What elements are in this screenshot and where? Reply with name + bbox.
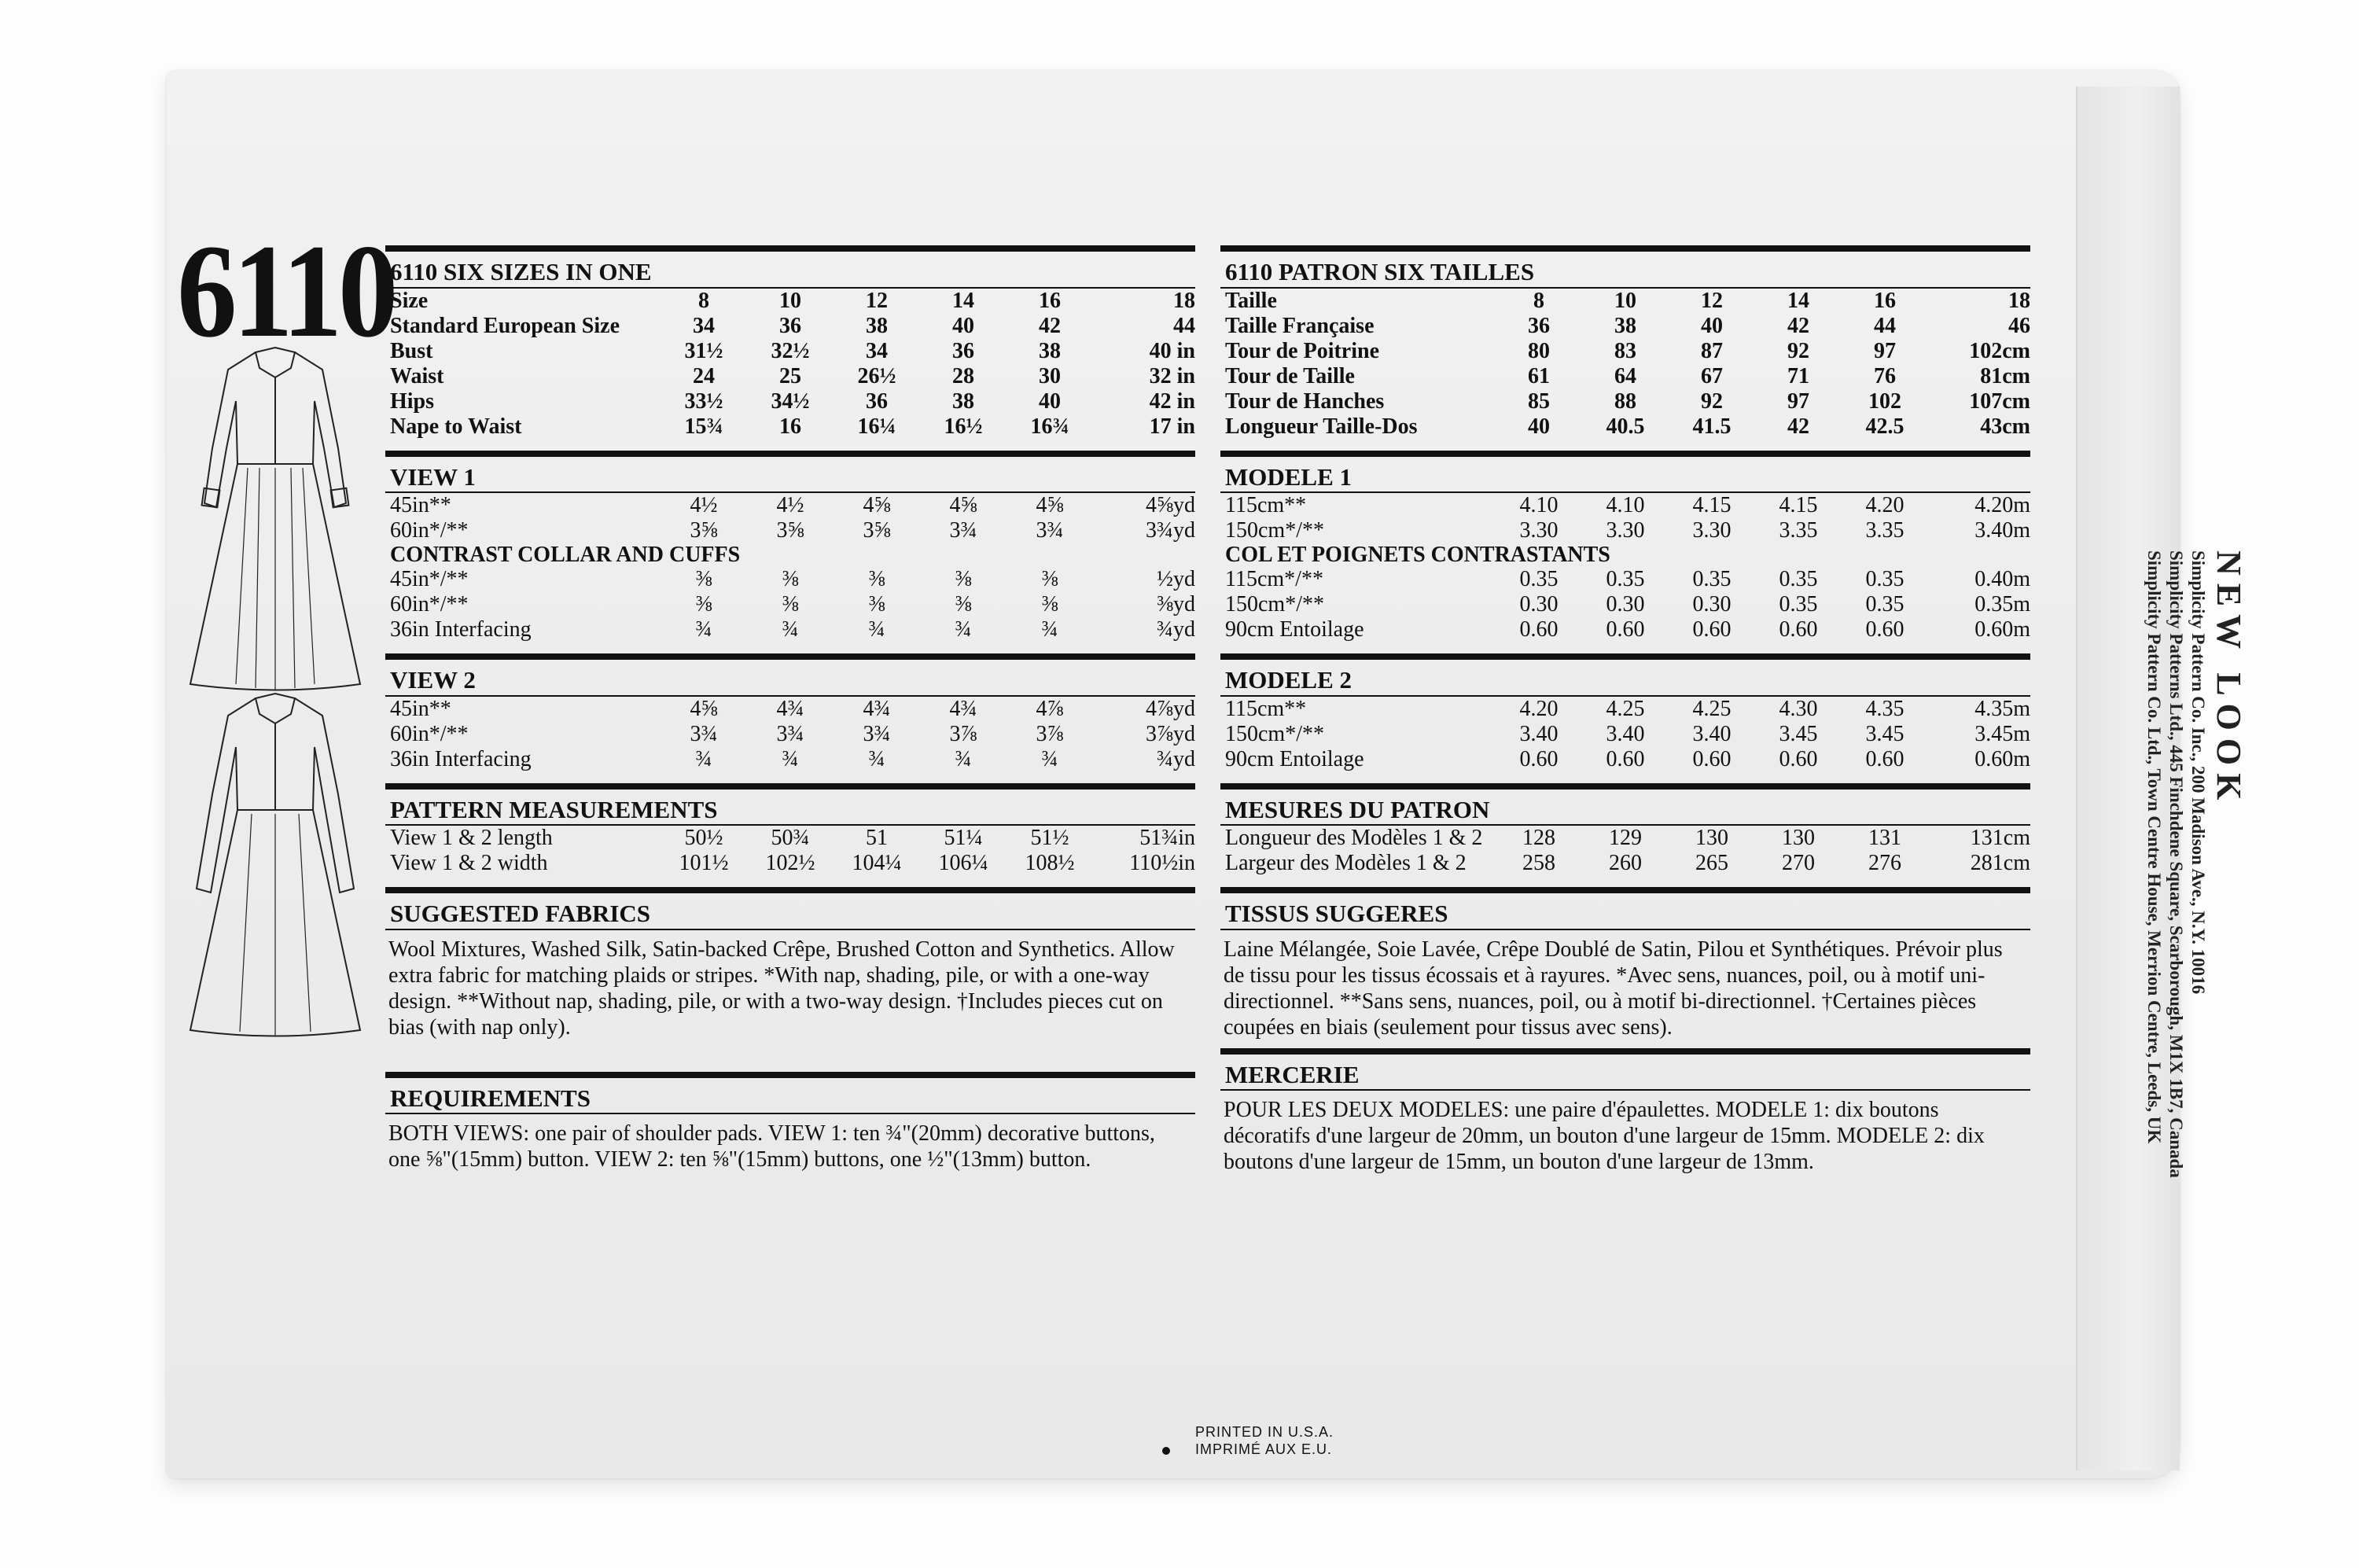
table-row <box>385 518 1195 543</box>
table-row <box>385 851 1195 876</box>
table-cell: 4⅞yd <box>1146 696 1195 721</box>
table-cell: ¾ <box>1041 746 1058 771</box>
table-cell: 3¾ <box>863 721 891 746</box>
table-cell: 0.60 <box>1779 746 1818 771</box>
table-cell: 3.45 <box>1779 721 1818 746</box>
printed-in-notice <box>1195 1423 1334 1458</box>
table-cell: 16½ <box>944 414 983 439</box>
table-cell: 102 <box>1868 388 1901 414</box>
table-cell: 4¾ <box>863 696 891 721</box>
table-row <box>385 389 1195 414</box>
row-label: Taille <box>1225 288 1277 313</box>
table-cell: 4.30 <box>1779 696 1818 721</box>
table-cell: 26½ <box>857 363 896 388</box>
row-label: 150cm*/** <box>1225 518 1324 543</box>
row-label: 115cm** <box>1225 696 1307 721</box>
view2-heading: VIEW 2 <box>385 653 1195 697</box>
table-cell: ¾ <box>868 617 885 642</box>
table-cell: 15¾ <box>684 414 723 439</box>
table-cell: 12 <box>1701 288 1723 313</box>
table-cell: 92 <box>1701 388 1723 414</box>
table-cell: 42 <box>1787 414 1809 439</box>
table-row <box>385 414 1195 440</box>
row-label: Nape to Waist <box>390 414 522 439</box>
table-cell: 0.35 <box>1519 567 1559 592</box>
table-cell: ½yd <box>1157 567 1195 592</box>
table-cell: 46 <box>2008 313 2030 338</box>
table-cell: 92 <box>1787 338 1809 363</box>
table-cell: ⅜ <box>695 567 712 592</box>
table-cell: 0.30 <box>1519 592 1559 617</box>
table-row <box>1220 364 2030 389</box>
table-cell: 0.60 <box>1865 746 1904 771</box>
printed-in-usa: PRINTED IN U.S.A. <box>1195 1424 1334 1440</box>
table-cell: 3.40 <box>1692 721 1732 746</box>
sizes-table <box>385 289 1195 440</box>
table-cell: 0.35 <box>1692 567 1732 592</box>
row-label: 45in** <box>390 696 451 721</box>
table-cell: 36 <box>779 313 801 338</box>
table-cell: 40 <box>1039 388 1061 414</box>
table-row <box>385 289 1195 314</box>
table-row <box>385 826 1195 851</box>
row-label: 90cm Entoilage <box>1225 617 1364 642</box>
table-cell: 4⅝ <box>1036 493 1064 518</box>
table-cell: ⅜ <box>868 592 885 617</box>
table-cell: ⅜ <box>1041 592 1058 617</box>
table-cell: 0.40m <box>1974 567 2030 592</box>
table-cell: 50½ <box>684 826 723 851</box>
view1-table <box>385 493 1195 543</box>
table-cell: 24 <box>693 363 715 388</box>
table-cell: 40 <box>952 313 974 338</box>
table-cell: 31½ <box>684 338 723 363</box>
table-cell: 3⅞ <box>1036 721 1064 746</box>
row-label: 60in*/** <box>390 518 469 543</box>
table-cell: 16 <box>1039 288 1061 313</box>
brand-name: NEW LOOK <box>2210 550 2248 808</box>
table-cell: ¾ <box>1041 617 1058 642</box>
table-cell: 258 <box>1522 851 1555 876</box>
table-cell: 0.60m <box>1974 617 2030 642</box>
table-row <box>1220 314 2030 339</box>
table-cell: 36 <box>952 338 974 363</box>
table-cell: 3⅞yd <box>1146 721 1195 746</box>
table-cell: 4½ <box>776 493 804 518</box>
table-cell: 104¼ <box>852 851 902 876</box>
table-cell: 34½ <box>771 388 810 414</box>
tissus-text: Laine Mélangée, Soie Lavée, Crêpe Doublé de Satin, Pilou et Synthétiques. Prévoir plus de tissu pour les tissus écossais et à rayures. *Avec sens, nuances, poil, ou à motif uni-directionnel. **Sans sens, nuances, poil, ou à motif bi-directionnel. †Certaines pièces coupées en biais (seulement pour tissus avec sens). <box>1224 937 2003 1040</box>
view1-heading: VIEW 1 <box>385 451 1195 494</box>
table-row <box>1220 389 2030 414</box>
table-cell: 87 <box>1701 338 1723 363</box>
row-label: Waist <box>390 363 444 388</box>
row-label: 36in Interfacing <box>390 746 532 771</box>
table-cell: 0.35 <box>1779 567 1818 592</box>
table-cell: 32 in <box>1149 363 1195 388</box>
table-cell: 18 <box>1173 288 1195 313</box>
row-label: Standard European Size <box>390 313 620 338</box>
table-cell: ¾ <box>955 617 972 642</box>
tailles-table <box>1220 289 2030 440</box>
row-label: Longueur des Modèles 1 & 2 <box>1225 826 1483 851</box>
table-row <box>385 339 1195 364</box>
table-cell: 0.35m <box>1974 592 2030 617</box>
table-cell: 85 <box>1528 388 1550 414</box>
table-cell: 131 <box>1868 826 1901 851</box>
table-cell: 50¾ <box>771 826 810 851</box>
table-cell: 130 <box>1695 826 1728 851</box>
table-cell: 0.60m <box>1974 746 2030 771</box>
modele1-contrast-table <box>1220 567 2030 642</box>
mercerie-text: POUR LES DEUX MODELES: une paire d'épaulettes. MODELE 1: dix boutons décoratifs d'une largeur de 20mm, un bouton d'une largeur de 15mm. MODELE 2: dix boutons d'une largeur de 15mm, un bouton d'une largeur de 13mm. <box>1224 1098 1985 1175</box>
table-cell: 281cm <box>1970 851 2030 876</box>
table-cell: 0.35 <box>1779 592 1818 617</box>
table-cell: ⅜ <box>782 567 799 592</box>
table-cell: ⅜yd <box>1157 592 1195 617</box>
table-cell: 0.35 <box>1606 567 1645 592</box>
row-label: 115cm*/** <box>1225 567 1323 592</box>
table-row <box>1220 518 2030 543</box>
table-cell: 44 <box>1874 313 1896 338</box>
row-label: 60in*/** <box>390 721 469 746</box>
table-cell: 3.35 <box>1865 518 1904 543</box>
pattern-measurements-table <box>385 826 1195 876</box>
table-cell: 36 <box>1528 313 1550 338</box>
table-cell: 102cm <box>1969 338 2030 363</box>
table-cell: 0.60 <box>1519 746 1559 771</box>
table-cell: 102½ <box>765 851 815 876</box>
table-cell: ⅜ <box>1041 567 1058 592</box>
table-cell: 0.60 <box>1692 617 1732 642</box>
table-cell: 276 <box>1868 851 1901 876</box>
table-cell: 3.30 <box>1692 518 1732 543</box>
table-row <box>1220 289 2030 314</box>
table-cell: 42 in <box>1149 388 1195 414</box>
table-row <box>1220 414 2030 440</box>
table-cell: 8 <box>1533 288 1544 313</box>
table-cell: 3.30 <box>1606 518 1645 543</box>
sizes-heading: 6110 SIX SIZES IN ONE <box>385 245 1195 289</box>
table-cell: 3¾ <box>690 721 718 746</box>
row-label: 45in** <box>390 493 451 518</box>
table-cell: 80 <box>1528 338 1550 363</box>
publisher-side-print <box>2143 550 2249 1178</box>
table-row <box>385 567 1195 592</box>
table-row <box>385 364 1195 389</box>
table-cell: ¾ <box>695 746 712 771</box>
table-cell: 3.35 <box>1779 518 1818 543</box>
table-cell: 4⅝ <box>690 696 718 721</box>
publisher-address-us: Simplicity Pattern Co. Inc., 200 Madison Ave., N.Y. 10016 <box>2188 550 2208 995</box>
table-row <box>1220 339 2030 364</box>
table-cell: 10 <box>779 288 801 313</box>
table-cell: 14 <box>1787 288 1809 313</box>
table-cell: 3⅝ <box>690 518 718 543</box>
table-cell: 32½ <box>771 338 810 363</box>
table-cell: 38 <box>866 313 888 338</box>
table-cell: ¾yd <box>1157 746 1195 771</box>
table-cell: 33½ <box>684 388 723 414</box>
publisher-address-uk: Simplicity Pattern Co. Ltd., Town Centre House, Merrion Centre, Leeds, UK <box>2144 550 2164 1144</box>
table-cell: 76 <box>1874 363 1896 388</box>
row-label: Bust <box>390 338 433 363</box>
table-cell: 4.35 <box>1865 696 1904 721</box>
mesures-heading: MESURES DU PATRON <box>1220 783 2030 826</box>
table-cell: 17 in <box>1149 414 1195 439</box>
table-cell: 0.60 <box>1519 617 1559 642</box>
table-row <box>1220 617 2030 642</box>
table-row <box>1220 747 2030 772</box>
table-cell: 3.40 <box>1519 721 1559 746</box>
table-cell: 4.25 <box>1606 696 1645 721</box>
table-cell: 3.40 <box>1606 721 1645 746</box>
english-column <box>385 245 1195 1172</box>
row-label: 36in Interfacing <box>390 617 532 642</box>
modele2-table <box>1220 697 2030 772</box>
table-row <box>385 747 1195 772</box>
modele1-heading: MODELE 1 <box>1220 451 2030 494</box>
table-cell: 10 <box>1614 288 1636 313</box>
table-cell: ⅜ <box>955 567 972 592</box>
table-cell: 3.45m <box>1974 721 2030 746</box>
table-row <box>1220 493 2030 518</box>
table-cell: 4.10 <box>1519 493 1559 518</box>
view2-dress-drawing <box>181 692 370 1038</box>
table-cell: 71 <box>1787 363 1809 388</box>
row-label: 115cm** <box>1225 493 1307 518</box>
table-cell: 4⅝ <box>863 493 891 518</box>
table-cell: 44 <box>1173 313 1195 338</box>
table-cell: 14 <box>952 288 974 313</box>
row-label: Size <box>390 288 429 313</box>
table-cell: ¾ <box>868 746 885 771</box>
table-cell: ⅜ <box>782 592 799 617</box>
table-cell: 40 in <box>1149 338 1195 363</box>
row-label: Tour de Hanches <box>1225 388 1385 414</box>
table-cell: 38 <box>1039 338 1061 363</box>
row-label: View 1 & 2 length <box>390 826 553 851</box>
table-cell: 106¼ <box>938 851 988 876</box>
row-label: Taille Française <box>1225 313 1375 338</box>
suggested-fabrics-heading: SUGGESTED FABRICS <box>385 887 1195 930</box>
table-cell: ⅜ <box>695 592 712 617</box>
table-cell: 0.60 <box>1865 617 1904 642</box>
table-row <box>385 722 1195 747</box>
table-cell: 42 <box>1039 313 1061 338</box>
table-cell: 16¾ <box>1030 414 1069 439</box>
pattern-measurements-heading: PATTERN MEASUREMENTS <box>385 783 1195 826</box>
table-cell: 0.60 <box>1692 746 1732 771</box>
table-cell: ¾ <box>782 617 799 642</box>
table-cell: 110½in <box>1129 851 1195 876</box>
table-cell: 81cm <box>1980 363 2030 388</box>
table-cell: 129 <box>1609 826 1642 851</box>
table-cell: 0.30 <box>1606 592 1645 617</box>
requirements-text: BOTH VIEWS: one pair of shoulder pads. VIEW 1: ten ¾"(20mm) decorative buttons, one ⅝"(15mm) button. VIEW 2: ten ⅝"(15mm) buttons, one ½"(13mm) button. <box>388 1121 1155 1172</box>
table-cell: 3.40m <box>1974 518 2030 543</box>
table-cell: 4½ <box>690 493 718 518</box>
table-cell: 67 <box>1701 363 1723 388</box>
table-cell: 3.30 <box>1519 518 1559 543</box>
table-cell: 3¾ <box>1036 518 1064 543</box>
table-row <box>1220 567 2030 592</box>
table-cell: 83 <box>1614 338 1636 363</box>
table-cell: 0.35 <box>1865 567 1904 592</box>
table-cell: 8 <box>698 288 709 313</box>
table-cell: ¾ <box>695 617 712 642</box>
table-cell: 64 <box>1614 363 1636 388</box>
french-column <box>1220 245 2030 1175</box>
mesures-table <box>1220 826 2030 876</box>
table-row <box>385 592 1195 617</box>
view2-table <box>385 697 1195 772</box>
view1-dress-drawing <box>181 346 370 692</box>
table-cell: 3¾ <box>949 518 977 543</box>
mercerie-heading: MERCERIE <box>1220 1048 2030 1091</box>
row-label: Largeur des Modèles 1 & 2 <box>1225 851 1467 876</box>
table-cell: 4¾ <box>776 696 804 721</box>
pattern-number: 6110 <box>177 217 394 365</box>
table-cell: 42.5 <box>1865 414 1904 439</box>
view1-contrast-table <box>385 567 1195 642</box>
row-label: View 1 & 2 width <box>390 851 548 876</box>
table-row <box>1220 851 2030 876</box>
table-row <box>385 493 1195 518</box>
table-row <box>1220 826 2030 851</box>
row-label: Tour de Taille <box>1225 363 1355 388</box>
table-cell: 25 <box>779 363 801 388</box>
table-cell: 30 <box>1039 363 1061 388</box>
table-cell: 270 <box>1782 851 1815 876</box>
table-cell: 12 <box>866 288 888 313</box>
table-cell: 128 <box>1522 826 1555 851</box>
table-cell: 4.15 <box>1779 493 1818 518</box>
table-cell: 4.20 <box>1865 493 1904 518</box>
table-row <box>385 697 1195 722</box>
row-label: 150cm*/** <box>1225 592 1324 617</box>
bullet-dot <box>1162 1447 1170 1455</box>
table-cell: 40 <box>1701 313 1723 338</box>
table-cell: 0.30 <box>1692 592 1732 617</box>
table-cell: 38 <box>952 388 974 414</box>
table-cell: 0.35 <box>1865 592 1904 617</box>
table-cell: 4.10 <box>1606 493 1645 518</box>
table-row <box>1220 697 2030 722</box>
requirements-heading: REQUIREMENTS <box>385 1072 1195 1115</box>
table-cell: 4¾ <box>949 696 977 721</box>
table-cell: 3⅞ <box>949 721 977 746</box>
tailles-heading: 6110 PATRON SIX TAILLES <box>1220 245 2030 289</box>
table-cell: ¾ <box>955 746 972 771</box>
table-row <box>1220 722 2030 747</box>
table-row <box>1220 592 2030 617</box>
table-cell: 40.5 <box>1606 414 1645 439</box>
table-cell: 101½ <box>679 851 729 876</box>
row-label: 45in*/** <box>390 567 469 592</box>
table-cell: 4.35m <box>1974 696 2030 721</box>
table-cell: ⅜ <box>868 567 885 592</box>
table-cell: 43cm <box>1980 414 2030 439</box>
table-cell: 51¼ <box>944 826 983 851</box>
table-cell: 4.15 <box>1692 493 1732 518</box>
table-cell: 3¾ <box>776 721 804 746</box>
table-cell: 40 <box>1528 414 1550 439</box>
table-cell: 4⅝yd <box>1146 493 1195 518</box>
table-cell: 28 <box>952 363 974 388</box>
table-row <box>385 314 1195 339</box>
table-cell: 51 <box>866 826 888 851</box>
tissus-heading: TISSUS SUGGERES <box>1220 887 2030 930</box>
table-cell: 88 <box>1614 388 1636 414</box>
table-cell: 0.60 <box>1606 617 1645 642</box>
modele1-table <box>1220 493 2030 543</box>
table-cell: 130 <box>1782 826 1815 851</box>
table-cell: 131cm <box>1970 826 2030 851</box>
table-cell: 4⅝ <box>949 493 977 518</box>
row-label: 60in*/** <box>390 592 469 617</box>
table-cell: 3¾yd <box>1146 518 1195 543</box>
publisher-address-canada: Simplicity Patterns Ltd., 445 Finchdene Square, Scarborough, M1X 1B7, Canada <box>2166 550 2186 1178</box>
table-cell: 4⅞ <box>1036 696 1064 721</box>
table-cell: 3⅝ <box>863 518 891 543</box>
modele2-heading: MODELE 2 <box>1220 653 2030 697</box>
table-cell: 51½ <box>1030 826 1069 851</box>
table-cell: ¾ <box>782 746 799 771</box>
table-cell: 36 <box>866 388 888 414</box>
table-cell: 16 <box>779 414 801 439</box>
table-cell: 4.25 <box>1692 696 1732 721</box>
col-poignets-heading: COL ET POIGNETS CONTRASTANTS <box>1225 543 1610 568</box>
contrast-collar-heading: CONTRAST COLLAR AND CUFFS <box>390 543 741 568</box>
table-cell: 3.45 <box>1865 721 1904 746</box>
suggested-fabrics-text: Wool Mixtures, Washed Silk, Satin-backed Crêpe, Brushed Cotton and Synthetics. Allow extra fabric for matching plaids or stripes. *With nap, shading, pile, or with a one-way design. **Without nap, shading, pile, or with a two-way design. †Includes pieces cut on bias (with nap only). <box>388 937 1175 1040</box>
table-cell: 51¾in <box>1139 826 1195 851</box>
table-cell: 265 <box>1695 851 1728 876</box>
row-label: Hips <box>390 388 435 414</box>
table-cell: 41.5 <box>1692 414 1732 439</box>
table-row <box>385 617 1195 642</box>
table-cell: 4.20 <box>1519 696 1559 721</box>
table-cell: 61 <box>1528 363 1550 388</box>
table-cell: 107cm <box>1969 388 2030 414</box>
table-cell: 108½ <box>1025 851 1075 876</box>
row-label: 150cm*/** <box>1225 721 1324 746</box>
table-cell: ¾yd <box>1157 617 1195 642</box>
table-cell: 97 <box>1874 338 1896 363</box>
table-cell: 0.60 <box>1606 746 1645 771</box>
table-cell: 16¼ <box>857 414 896 439</box>
table-cell: 4.20m <box>1974 493 2030 518</box>
row-label: Tour de Poitrine <box>1225 338 1380 363</box>
table-cell: 34 <box>866 338 888 363</box>
table-cell: 18 <box>2008 288 2030 313</box>
table-cell: 97 <box>1787 388 1809 414</box>
table-cell: 16 <box>1874 288 1896 313</box>
table-cell: 3⅝ <box>776 518 804 543</box>
table-cell: ⅜ <box>955 592 972 617</box>
table-cell: 260 <box>1609 851 1642 876</box>
table-cell: 38 <box>1614 313 1636 338</box>
table-cell: 34 <box>693 313 715 338</box>
row-label: Longueur Taille-Dos <box>1225 414 1418 439</box>
table-cell: 42 <box>1787 313 1809 338</box>
table-cell: 0.60 <box>1779 617 1818 642</box>
row-label: 90cm Entoilage <box>1225 746 1364 771</box>
imprime-aux-eu: IMPRIMÉ AUX E.U. <box>1195 1441 1333 1457</box>
